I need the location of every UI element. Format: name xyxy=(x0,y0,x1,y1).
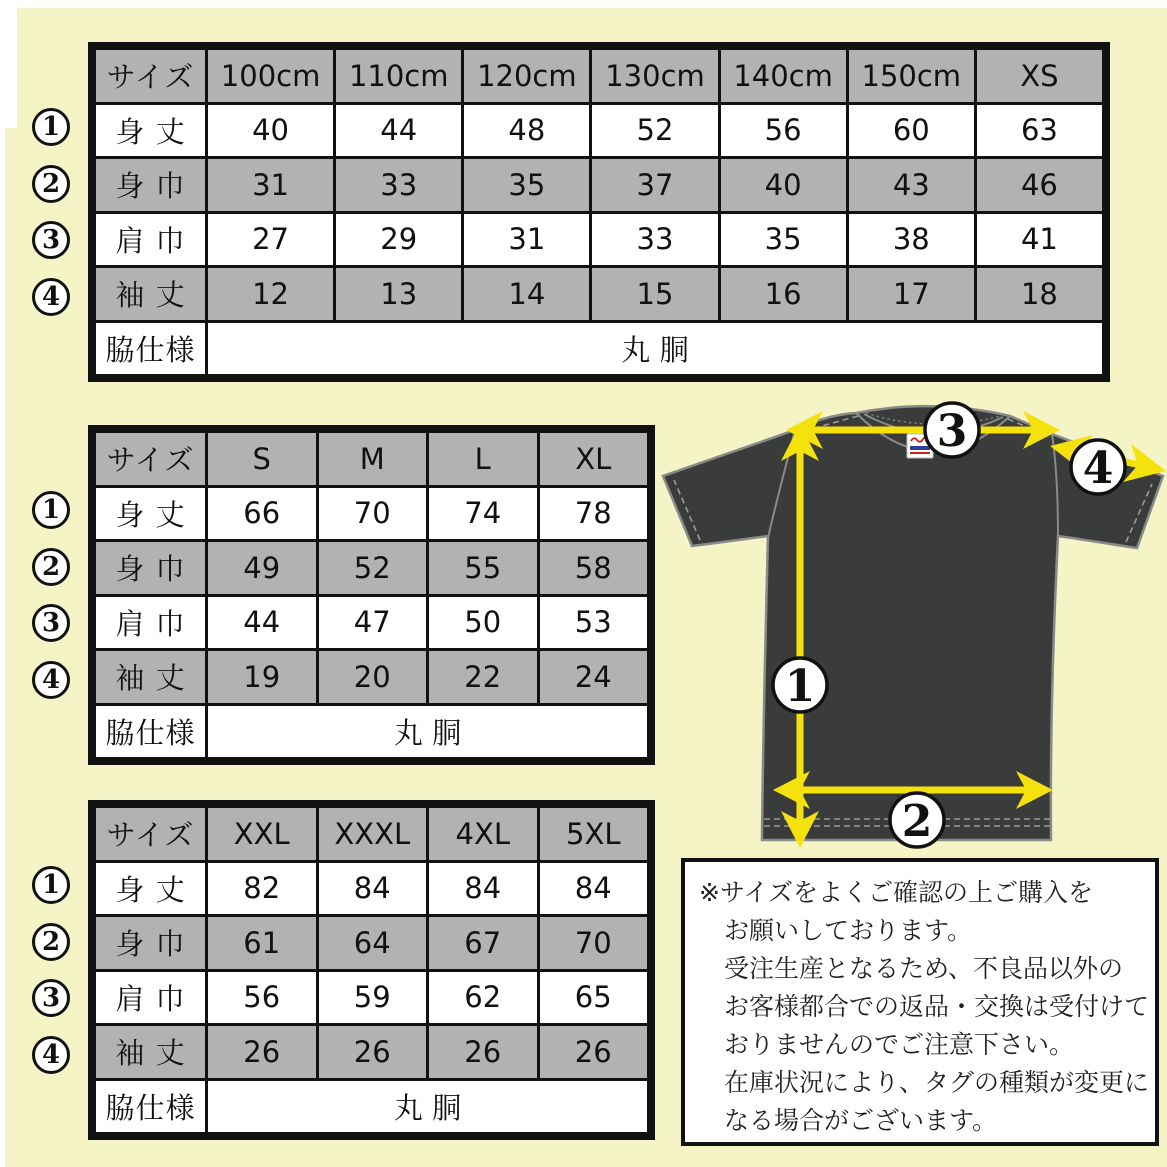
size-header-cell: サイズ xyxy=(95,432,207,487)
value-cell: 84 xyxy=(317,861,428,916)
value-cell: 49 xyxy=(207,541,318,596)
value-cell: 33 xyxy=(591,212,719,267)
row-marker-number: 1 xyxy=(41,495,61,525)
size-table xyxy=(88,42,1110,382)
size-table xyxy=(88,800,655,1140)
size-table-kids xyxy=(41,42,1110,382)
value-cell: 38 xyxy=(847,212,975,267)
column-header: 100cm xyxy=(207,49,335,104)
value-cell: 65 xyxy=(538,970,649,1025)
row-marker-1 xyxy=(32,108,70,146)
column-header: 130cm xyxy=(591,49,719,104)
value-cell: 29 xyxy=(335,212,463,267)
row-marker-number: 2 xyxy=(41,168,61,199)
side-spec-label: 脇仕様 xyxy=(95,704,207,759)
value-cell: 78 xyxy=(538,486,649,541)
value-cell: 55 xyxy=(428,541,539,596)
measure-row xyxy=(95,916,649,971)
size-table-grid xyxy=(93,430,650,760)
row-label: 身 丈 xyxy=(95,861,207,916)
value-cell: 27 xyxy=(207,212,335,267)
row-marker-number: 3 xyxy=(41,983,61,1014)
value-cell: 17 xyxy=(847,267,975,322)
measure-row xyxy=(95,103,1104,158)
row-marker-number: 1 xyxy=(41,112,61,142)
column-header: S xyxy=(207,432,318,487)
measurement-marker-1 xyxy=(773,658,827,712)
value-cell: 48 xyxy=(463,103,591,158)
row-marker-number: 3 xyxy=(41,608,61,639)
value-cell: 46 xyxy=(975,158,1103,213)
header-row xyxy=(95,807,649,862)
value-cell: 14 xyxy=(463,267,591,322)
column-header: XL xyxy=(538,432,649,487)
value-cell: 61 xyxy=(207,916,318,971)
row-label: 袖 丈 xyxy=(95,267,207,322)
header-row xyxy=(95,432,649,487)
value-cell: 50 xyxy=(428,595,539,650)
value-cell: 26 xyxy=(207,1025,318,1080)
measure-row xyxy=(95,158,1104,213)
measurement-marker-3 xyxy=(925,403,979,457)
value-cell: 20 xyxy=(317,650,428,705)
value-cell: 56 xyxy=(207,970,318,1025)
row-label: 袖 丈 xyxy=(95,650,207,705)
size-table-grid xyxy=(93,805,650,1135)
value-cell: 60 xyxy=(847,103,975,158)
value-cell: 52 xyxy=(317,541,428,596)
row-label: 身 巾 xyxy=(95,541,207,596)
side-spec-label: 脇仕様 xyxy=(95,321,207,376)
value-cell: 47 xyxy=(317,595,428,650)
row-marker-4 xyxy=(32,661,70,699)
measure-row xyxy=(95,1025,649,1080)
side-spec-value: 丸 胴 xyxy=(207,321,1104,376)
value-cell: 74 xyxy=(428,486,539,541)
measure-row xyxy=(95,595,649,650)
column-header: L xyxy=(428,432,539,487)
value-cell: 35 xyxy=(719,212,847,267)
value-cell: 84 xyxy=(428,861,539,916)
value-cell: 53 xyxy=(538,595,649,650)
value-cell: 67 xyxy=(428,916,539,971)
measure-row xyxy=(95,267,1104,322)
measure-row xyxy=(95,212,1104,267)
row-label: 身 丈 xyxy=(95,103,207,158)
column-header: M xyxy=(317,432,428,487)
column-header: XXXL xyxy=(317,807,428,862)
column-header: 4XL xyxy=(428,807,539,862)
size-table xyxy=(88,425,655,765)
value-cell: 31 xyxy=(207,158,335,213)
svg-text:3: 3 xyxy=(936,406,968,457)
value-cell: 84 xyxy=(538,861,649,916)
notice-line: 在庫状況により、タグの種類が変更に xyxy=(724,1068,1150,1097)
value-cell: 13 xyxy=(335,267,463,322)
row-marker-1 xyxy=(32,866,70,904)
column-header: 110cm xyxy=(335,49,463,104)
svg-text:4: 4 xyxy=(1082,443,1114,494)
value-cell: 26 xyxy=(538,1025,649,1080)
value-cell: 37 xyxy=(591,158,719,213)
value-cell: 31 xyxy=(463,212,591,267)
table-body xyxy=(95,807,649,1134)
value-cell: 52 xyxy=(591,103,719,158)
notice-line: ※サイズをよくご確認の上ご購入を xyxy=(699,878,1093,907)
column-header: XXL xyxy=(207,807,318,862)
value-cell: 22 xyxy=(428,650,539,705)
row-marker-number: 1 xyxy=(41,870,61,900)
value-cell: 35 xyxy=(463,158,591,213)
row-marker-number: 3 xyxy=(41,225,61,256)
notice-box xyxy=(681,858,1159,1146)
value-cell: 26 xyxy=(428,1025,539,1080)
row-marker-number: 2 xyxy=(41,926,61,957)
column-header: 140cm xyxy=(719,49,847,104)
notice-line: おりませんのでご注意下さい。 xyxy=(724,1030,1075,1059)
side-spec-row xyxy=(95,1079,649,1134)
row-marker-number: 4 xyxy=(41,1040,61,1070)
value-cell: 41 xyxy=(975,212,1103,267)
value-cell: 19 xyxy=(207,650,318,705)
value-cell: 64 xyxy=(317,916,428,971)
side-spec-value: 丸 胴 xyxy=(207,704,649,759)
value-cell: 24 xyxy=(538,650,649,705)
table-body xyxy=(95,432,649,759)
row-marker-number: 2 xyxy=(41,551,61,582)
value-cell: 43 xyxy=(847,158,975,213)
side-spec-row xyxy=(95,321,1104,376)
value-cell: 56 xyxy=(719,103,847,158)
value-cell: 44 xyxy=(207,595,318,650)
column-header: XS xyxy=(975,49,1103,104)
value-cell: 44 xyxy=(335,103,463,158)
measurement-marker-2 xyxy=(890,793,944,847)
row-marker-number: 4 xyxy=(41,665,61,695)
svg-text:2: 2 xyxy=(901,796,933,847)
row-marker-4 xyxy=(32,1036,70,1074)
value-cell: 12 xyxy=(207,267,335,322)
value-cell: 40 xyxy=(719,158,847,213)
measure-row xyxy=(95,970,649,1025)
tshirt-measurement-diagram xyxy=(660,396,1167,858)
row-marker-2 xyxy=(32,548,70,586)
measure-row xyxy=(95,541,649,596)
notice-line: なる場合がございます。 xyxy=(724,1106,998,1135)
value-cell: 59 xyxy=(317,970,428,1025)
row-marker-1 xyxy=(32,491,70,529)
measurement-marker-4 xyxy=(1071,440,1125,494)
value-cell: 62 xyxy=(428,970,539,1025)
header-row xyxy=(95,49,1104,104)
row-label: 肩 巾 xyxy=(95,212,207,267)
column-header: 150cm xyxy=(847,49,975,104)
table-body xyxy=(95,49,1104,376)
value-cell: 58 xyxy=(538,541,649,596)
notice-line: お願いしております。 xyxy=(724,916,973,945)
value-cell: 26 xyxy=(317,1025,428,1080)
svg-text:1: 1 xyxy=(784,661,816,712)
measure-row xyxy=(95,486,649,541)
notice-line: お客様都合での返品・交換は受付けて xyxy=(724,992,1150,1021)
row-marker-2 xyxy=(32,165,70,203)
side-spec-value: 丸 胴 xyxy=(207,1079,649,1134)
value-cell: 40 xyxy=(207,103,335,158)
size-header-cell: サイズ xyxy=(95,49,207,104)
column-header: 120cm xyxy=(463,49,591,104)
value-cell: 70 xyxy=(538,916,649,971)
size-table-large xyxy=(41,800,655,1140)
side-spec-row xyxy=(95,704,649,759)
measure-row xyxy=(95,650,649,705)
row-marker-number: 4 xyxy=(41,282,61,312)
value-cell: 66 xyxy=(207,486,318,541)
value-cell: 70 xyxy=(317,486,428,541)
row-label: 肩 巾 xyxy=(95,595,207,650)
value-cell: 82 xyxy=(207,861,318,916)
value-cell: 63 xyxy=(975,103,1103,158)
row-marker-4 xyxy=(32,278,70,316)
size-header-cell: サイズ xyxy=(95,807,207,862)
value-cell: 16 xyxy=(719,267,847,322)
row-marker-2 xyxy=(32,923,70,961)
value-cell: 33 xyxy=(335,158,463,213)
size-table-adult xyxy=(41,425,655,765)
row-label: 肩 巾 xyxy=(95,970,207,1025)
notice-line: 受注生産となるため、不良品以外の xyxy=(724,954,1124,983)
row-label: 身 巾 xyxy=(95,158,207,213)
side-spec-label: 脇仕様 xyxy=(95,1079,207,1134)
row-label: 身 巾 xyxy=(95,916,207,971)
row-label: 袖 丈 xyxy=(95,1025,207,1080)
value-cell: 18 xyxy=(975,267,1103,322)
size-table-grid xyxy=(93,47,1105,377)
row-label: 身 丈 xyxy=(95,486,207,541)
value-cell: 15 xyxy=(591,267,719,322)
measure-row xyxy=(95,861,649,916)
column-header: 5XL xyxy=(538,807,649,862)
corner-patch xyxy=(0,0,17,128)
